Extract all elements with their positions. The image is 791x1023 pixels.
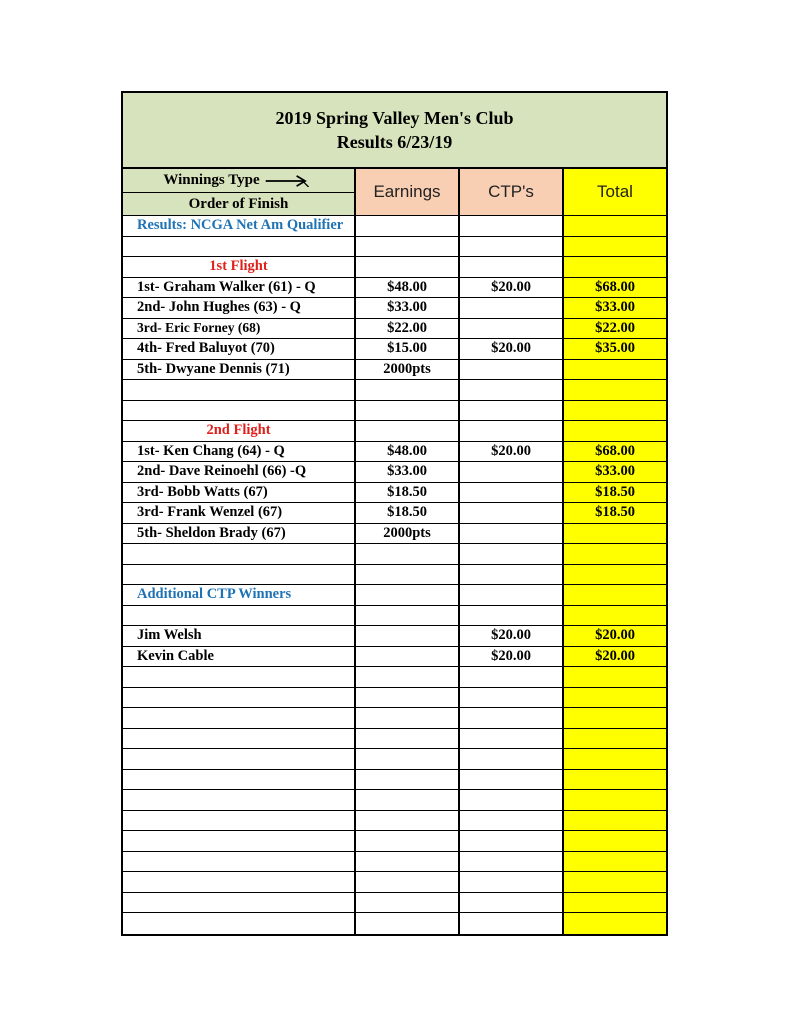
earnings-cell [356, 667, 460, 687]
player-name-cell: 5th- Sheldon Brady (67) [123, 524, 356, 544]
earnings-cell [356, 257, 460, 277]
ctp-cell [460, 565, 564, 585]
table-row [123, 524, 666, 545]
ctp-cell [460, 544, 564, 564]
player-name-cell [123, 544, 356, 564]
table-row [123, 626, 666, 647]
total-cell [564, 257, 666, 277]
earnings-cell [356, 237, 460, 257]
table-row [123, 339, 666, 360]
earnings-cell [356, 811, 460, 831]
total-cell [564, 421, 666, 441]
ctp-cell [460, 524, 564, 544]
ctp-cell: $20.00 [460, 442, 564, 462]
earnings-cell [356, 606, 460, 626]
total-cell [564, 688, 666, 708]
ctp-cell [460, 708, 564, 728]
table-row [123, 872, 666, 893]
title-block [123, 93, 666, 169]
total-cell: $20.00 [564, 647, 666, 667]
title-line-1: 2019 Spring Valley Men's Club [275, 108, 514, 128]
ctp-cell [460, 688, 564, 708]
ctp-cell [460, 667, 564, 687]
total-cell: $33.00 [564, 462, 666, 482]
table-row [123, 585, 666, 606]
table-row [123, 708, 666, 729]
flight-heading: 1st Flight [123, 257, 356, 277]
earnings-cell [356, 872, 460, 892]
player-name-cell [123, 893, 356, 913]
ctp-cell [460, 790, 564, 810]
winnings-type-header [123, 169, 354, 193]
ctp-cell [460, 852, 564, 872]
table-row [123, 216, 666, 237]
earnings-cell: $48.00 [356, 442, 460, 462]
player-name-cell [123, 237, 356, 257]
player-name-cell [123, 606, 356, 626]
earnings-cell [356, 831, 460, 851]
table-row [123, 442, 666, 463]
ctp-cell [460, 462, 564, 482]
total-cell [564, 606, 666, 626]
ctp-cell [460, 585, 564, 605]
ctp-cell [460, 421, 564, 441]
earnings-cell: $48.00 [356, 278, 460, 298]
table-row [123, 688, 666, 709]
total-cell [564, 770, 666, 790]
earnings-cell [356, 544, 460, 564]
ctp-cell [460, 483, 564, 503]
player-name-cell [123, 913, 356, 934]
ctp-cell [460, 298, 564, 318]
total-cell: $18.50 [564, 503, 666, 523]
ctp-cell [460, 770, 564, 790]
table-row [123, 811, 666, 832]
earnings-cell [356, 626, 460, 646]
table-row [123, 893, 666, 914]
table-row [123, 770, 666, 791]
total-cell: $35.00 [564, 339, 666, 359]
earnings-cell: $15.00 [356, 339, 460, 359]
total-cell [564, 893, 666, 913]
earnings-cell [356, 893, 460, 913]
total-cell: $18.50 [564, 483, 666, 503]
ctp-cell [460, 893, 564, 913]
table-row [123, 298, 666, 319]
ctp-cell: $20.00 [460, 626, 564, 646]
earnings-cell: $33.00 [356, 298, 460, 318]
table-row [123, 913, 666, 934]
ctp-cell [460, 360, 564, 380]
earnings-cell: 2000pts [356, 360, 460, 380]
total-cell [564, 831, 666, 851]
table-row [123, 401, 666, 422]
table-row [123, 606, 666, 627]
total-cell: $22.00 [564, 319, 666, 339]
player-name-cell [123, 380, 356, 400]
player-name-cell: 3rd- Bobb Watts (67) [123, 483, 356, 503]
table-row [123, 667, 666, 688]
player-name-cell [123, 729, 356, 749]
column-header-row [123, 169, 666, 216]
total-cell [564, 729, 666, 749]
ctp-cell [460, 319, 564, 339]
table-row [123, 257, 666, 278]
earnings-cell: $22.00 [356, 319, 460, 339]
total-cell: $68.00 [564, 278, 666, 298]
earnings-cell [356, 401, 460, 421]
earnings-cell [356, 380, 460, 400]
ctp-cell [460, 216, 564, 236]
total-cell [564, 852, 666, 872]
total-cell [564, 216, 666, 236]
earnings-cell [356, 790, 460, 810]
table-row [123, 544, 666, 565]
ctp-cell [460, 606, 564, 626]
player-name-cell: 4th- Fred Baluyot (70) [123, 339, 356, 359]
table-row [123, 831, 666, 852]
total-cell [564, 565, 666, 585]
total-cell [564, 708, 666, 728]
ctp-cell [460, 811, 564, 831]
player-name-cell: 3rd- Frank Wenzel (67) [123, 503, 356, 523]
earnings-cell: $33.00 [356, 462, 460, 482]
table-row [123, 278, 666, 299]
section-heading: Results: NCGA Net Am Qualifier [123, 216, 356, 236]
ctp-cell [460, 831, 564, 851]
earnings-cell [356, 585, 460, 605]
player-name-cell: 2nd- John Hughes (63) - Q [123, 298, 356, 318]
earnings-cell: 2000pts [356, 524, 460, 544]
player-name-cell [123, 790, 356, 810]
ctp-cell [460, 503, 564, 523]
winnings-type-label: Winnings Type [163, 172, 260, 188]
table-row [123, 483, 666, 504]
total-cell: $68.00 [564, 442, 666, 462]
player-name-cell [123, 667, 356, 687]
ctp-cell [460, 729, 564, 749]
total-cell [564, 401, 666, 421]
ctp-cell [460, 257, 564, 277]
player-name-cell [123, 688, 356, 708]
player-name-cell: 1st- Ken Chang (64) - Q [123, 442, 356, 462]
total-cell [564, 667, 666, 687]
ctp-cell: $20.00 [460, 339, 564, 359]
title-line-2: Results 6/23/19 [336, 132, 453, 152]
earnings-cell [356, 216, 460, 236]
table-row [123, 852, 666, 873]
earnings-cell: $18.50 [356, 483, 460, 503]
player-name-cell [123, 831, 356, 851]
total-header: Total [564, 169, 666, 215]
earnings-cell [356, 729, 460, 749]
total-cell [564, 913, 666, 934]
total-cell [564, 360, 666, 380]
player-name-cell [123, 852, 356, 872]
total-cell [564, 524, 666, 544]
player-name-cell [123, 401, 356, 421]
ctp-cell [460, 749, 564, 769]
player-name-cell: Kevin Cable [123, 647, 356, 667]
earnings-cell [356, 421, 460, 441]
player-name-cell: Jim Welsh [123, 626, 356, 646]
earnings-cell [356, 565, 460, 585]
player-name-cell [123, 708, 356, 728]
total-cell [564, 237, 666, 257]
ctp-cell: $20.00 [460, 278, 564, 298]
results-rows [123, 216, 666, 934]
total-cell [564, 585, 666, 605]
table-row [123, 237, 666, 258]
ctp-cell [460, 401, 564, 421]
total-cell [564, 544, 666, 564]
earnings-cell: $18.50 [356, 503, 460, 523]
earnings-header: Earnings [356, 169, 460, 215]
player-name-cell [123, 565, 356, 585]
total-cell [564, 872, 666, 892]
player-name-cell: 1st- Graham Walker (61) - Q [123, 278, 356, 298]
earnings-cell [356, 647, 460, 667]
section-heading: Additional CTP Winners [123, 585, 356, 605]
table-row [123, 319, 666, 340]
table-row [123, 360, 666, 381]
total-cell [564, 811, 666, 831]
table-row [123, 749, 666, 770]
player-name-cell [123, 749, 356, 769]
ctp-cell [460, 913, 564, 934]
player-name-cell: 5th- Dwyane Dennis (71) [123, 360, 356, 380]
table-row [123, 729, 666, 750]
earnings-cell [356, 749, 460, 769]
ctps-header: CTP's [460, 169, 564, 215]
total-cell [564, 790, 666, 810]
ctp-cell: $20.00 [460, 647, 564, 667]
table-row [123, 790, 666, 811]
earnings-cell [356, 688, 460, 708]
order-of-finish-header: Order of Finish [188, 195, 289, 212]
table-row [123, 462, 666, 483]
table-row [123, 565, 666, 586]
earnings-cell [356, 770, 460, 790]
ctp-cell [460, 237, 564, 257]
player-name-cell [123, 770, 356, 790]
total-cell [564, 380, 666, 400]
player-name-cell: 3rd- Eric Forney (68) [123, 319, 356, 339]
results-sheet [121, 91, 668, 936]
total-cell: $33.00 [564, 298, 666, 318]
table-row [123, 421, 666, 442]
header-label-cell [123, 169, 356, 215]
earnings-cell [356, 852, 460, 872]
player-name-cell [123, 811, 356, 831]
ctp-cell [460, 872, 564, 892]
table-row [123, 380, 666, 401]
table-row [123, 647, 666, 668]
player-name-cell: 2nd- Dave Reinoehl (66) -Q [123, 462, 356, 482]
arrow-right-icon [262, 175, 314, 187]
total-cell: $20.00 [564, 626, 666, 646]
total-cell [564, 749, 666, 769]
player-name-cell [123, 872, 356, 892]
table-row [123, 503, 666, 524]
flight-heading: 2nd Flight [123, 421, 356, 441]
earnings-cell [356, 708, 460, 728]
ctp-cell [460, 380, 564, 400]
earnings-cell [356, 913, 460, 934]
